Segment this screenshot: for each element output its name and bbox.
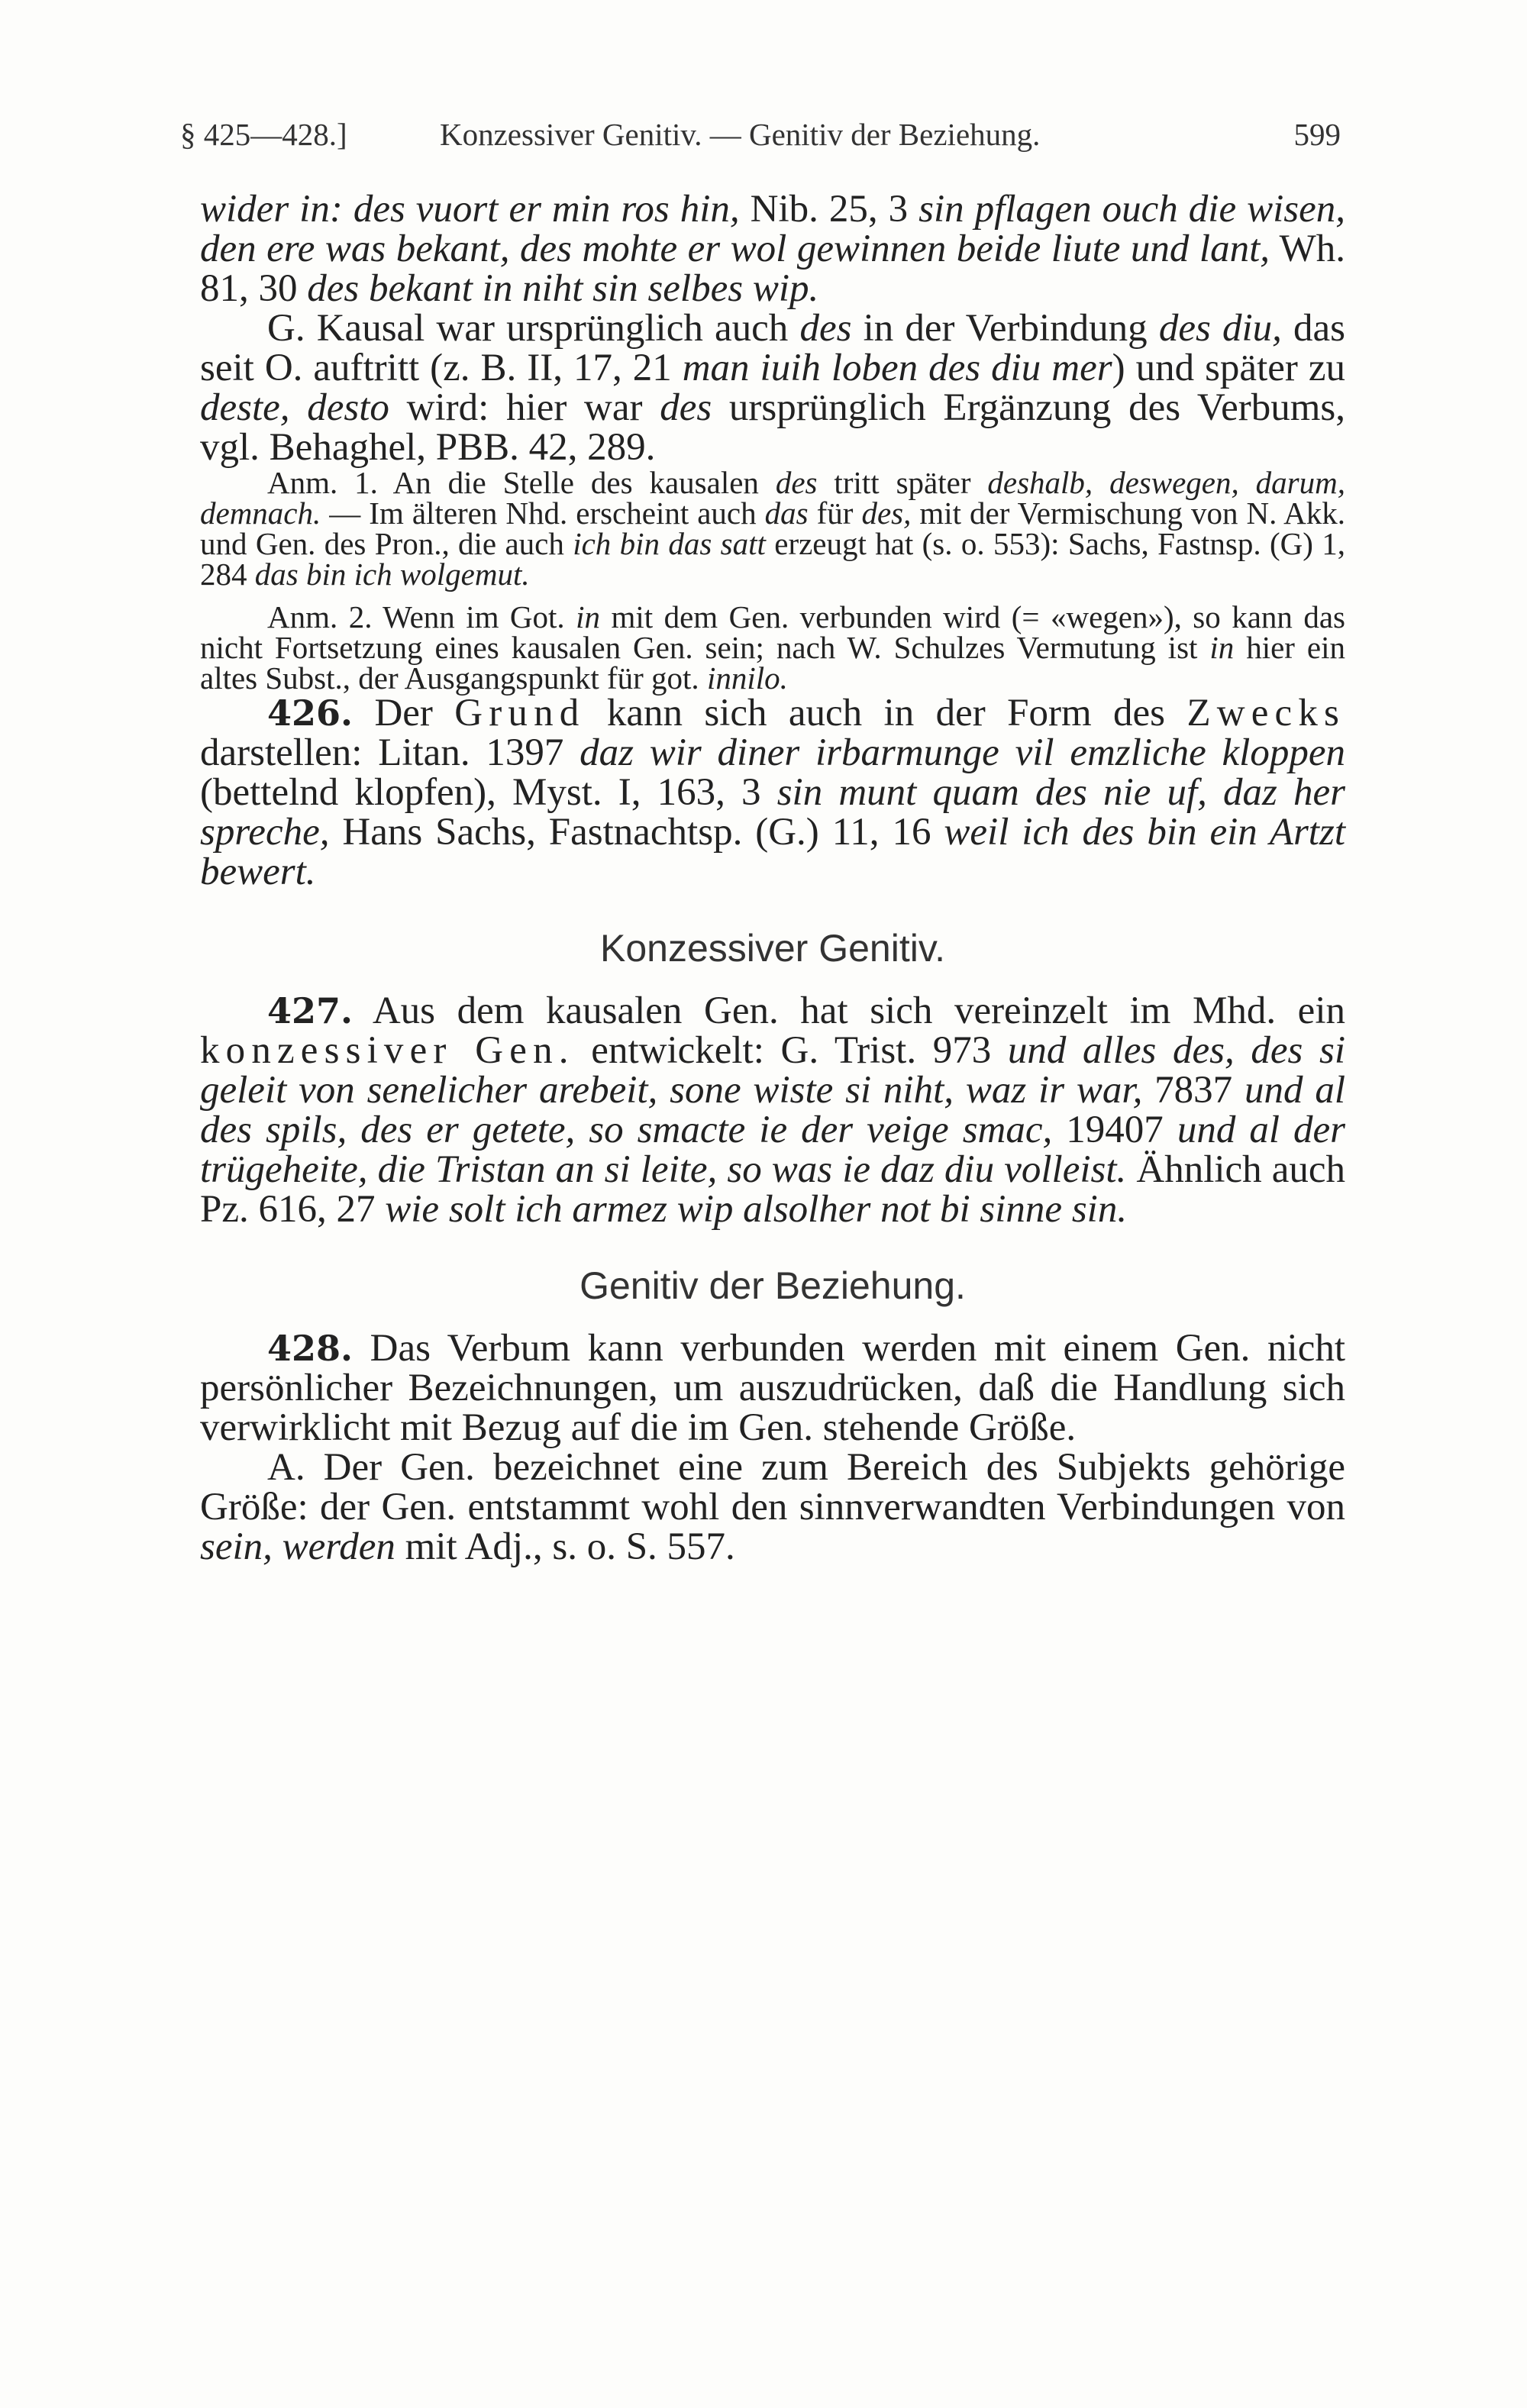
text: ) und später zu: [1112, 347, 1345, 389]
text: entwickelt: G. Trist. 973: [574, 1029, 1008, 1072]
quote: deste, desto: [200, 386, 389, 429]
quote: wie solt ich armez wip alsolher not bi sinne sin.: [385, 1188, 1128, 1231]
section-426: [200, 693, 1345, 892]
text: Anm. 2. Wenn im Got.: [267, 599, 576, 634]
text: mit dem Gen. verbunden wird (= «wegen»), so kann das nicht Fortsetzung eines kausalen Gen. sein; nach W. Schulzes Vermutung ist: [200, 599, 1346, 665]
section-427: [200, 991, 1345, 1229]
section-heading-beziehung: Genitiv der Beziehung.: [579, 1264, 966, 1307]
quote: in: [576, 599, 601, 634]
quote: daz wir diner irbarmunge vil emzliche kloppen: [579, 731, 1345, 774]
quote: deshalb, deswegen, darum, demnach.: [200, 465, 1345, 531]
text: 7837: [1142, 1069, 1245, 1112]
text: mit der Vermischung von N. Akk. und Gen. des Pron., die auch: [200, 495, 1346, 561]
text: Das Verbum kann verbunden werden mit einem Gen. nicht persönlicher Bezeichnungen, um auszudrücken, daß die Handlung sich verwirklicht mit Bezug auf die im Gen. stehende Größe.: [200, 1327, 1345, 1449]
text: Ähnlich auch Pz. 616, 27: [200, 1148, 1346, 1231]
quote: des,: [861, 495, 912, 531]
spaced-term: Zwecks: [1186, 692, 1346, 734]
text: in der Verbindung: [851, 307, 1159, 350]
quote: wider in: des vuort er min ros hin,: [200, 188, 740, 231]
text: mit Adj., s. o. S. 557.: [395, 1525, 735, 1568]
section-range: § 425—428.]: [180, 117, 347, 152]
text: (bettelnd klopfen), Myst. I, 163, 3: [200, 771, 777, 814]
quote: und al der trügeheite, die Tristan an si leite, so was ie daz diu volleist.: [200, 1109, 1345, 1191]
running-title: Konzessiver Genitiv. — Genitiv der Beziehung.: [440, 117, 1041, 152]
text: darstellen: Litan. 1397: [200, 731, 580, 774]
text: das seit O. auftritt (z. B. II, 17, 21: [200, 307, 1346, 389]
quote: des: [660, 386, 712, 429]
quote: das: [764, 495, 809, 531]
text: 19407: [1052, 1109, 1177, 1151]
paragraph-continuation: [200, 189, 1345, 308]
note-anm-2: [200, 599, 1346, 696]
text: Der: [353, 692, 455, 734]
section-heading-konzessiv: Konzessiver Genitiv.: [599, 927, 946, 970]
quote: des: [799, 307, 852, 350]
section-number: 426.: [267, 692, 354, 734]
text: ursprünglich Ergänzung des Verbums, vgl. Behaghel, PBB. 42, 289.: [200, 386, 1345, 469]
text: Aus dem kausalen Gen. hat sich vereinzelt im Mhd. ein: [353, 989, 1345, 1032]
quote: und alles des, des si geleit von senelicher arebeit, sone wiste si niht, waz ir war,: [200, 1029, 1345, 1112]
quote: des: [775, 465, 818, 500]
spaced-term: Grund: [454, 692, 586, 734]
paragraph-a: [200, 1448, 1345, 1567]
quote: sin munt quam des nie uf, daz her spreche,: [200, 771, 1345, 854]
quote: innilo.: [706, 660, 788, 696]
text: für: [808, 495, 862, 531]
page-number: 599: [1293, 117, 1341, 152]
text: wird: hier war: [389, 386, 660, 429]
quote: sin pflagen ouch die wisen, den ere was bekant, des mohte er wol gewinnen beide liute und lant,: [200, 188, 1346, 270]
text: hier ein altes Subst., der Ausgangspunkt für got.: [200, 630, 1345, 696]
text: Hans Sachs, Fastnachtsp. (G.) 11, 16: [329, 811, 944, 854]
text: tritt später: [817, 465, 988, 500]
quote: weil ich des bin ein Artzt bewert.: [200, 811, 1345, 893]
quote: und al des spils, des er getete, so smacte ie der veige smac,: [200, 1069, 1345, 1151]
spaced-term: konzessiver Gen.: [200, 1029, 575, 1072]
text: erzeugt hat (s. o. 553): Sachs, Fastnsp. (G) 1, 284: [200, 526, 1345, 592]
text: — Im älteren Nhd. erscheint auch: [321, 495, 765, 531]
paragraph-g: [200, 308, 1345, 467]
text: A. Der Gen. bezeichnet eine zum Bereich des Subjekts gehörige Größe: der Gen. entstammt wohl den sinnverwandten Verbindungen von: [200, 1446, 1345, 1528]
quote: das bin ich wolgemut.: [254, 557, 530, 592]
quote: des bekant in niht sin selbes wip.: [307, 267, 819, 310]
quote: man iuih loben des diu mer: [682, 347, 1112, 389]
quote: sein, werden: [200, 1525, 395, 1568]
text: Wh. 81, 30: [200, 228, 1345, 310]
running-header: [180, 116, 1341, 162]
page-body: [200, 189, 1345, 1567]
text: Anm. 1. An die Stelle des kausalen: [267, 465, 776, 500]
section-number: 427.: [267, 990, 354, 1031]
text: G. Kausal war ursprünglich auch: [267, 307, 800, 350]
text: Nib. 25, 3: [739, 188, 919, 231]
note-anm-1: [200, 465, 1346, 592]
text: kann sich auch in der Form des: [585, 692, 1187, 734]
quote: ich bin das satt: [573, 526, 766, 561]
section-428: [200, 1328, 1345, 1448]
quote: in: [1209, 630, 1235, 665]
section-number: 428.: [267, 1328, 354, 1369]
quote: des diu,: [1158, 307, 1282, 350]
